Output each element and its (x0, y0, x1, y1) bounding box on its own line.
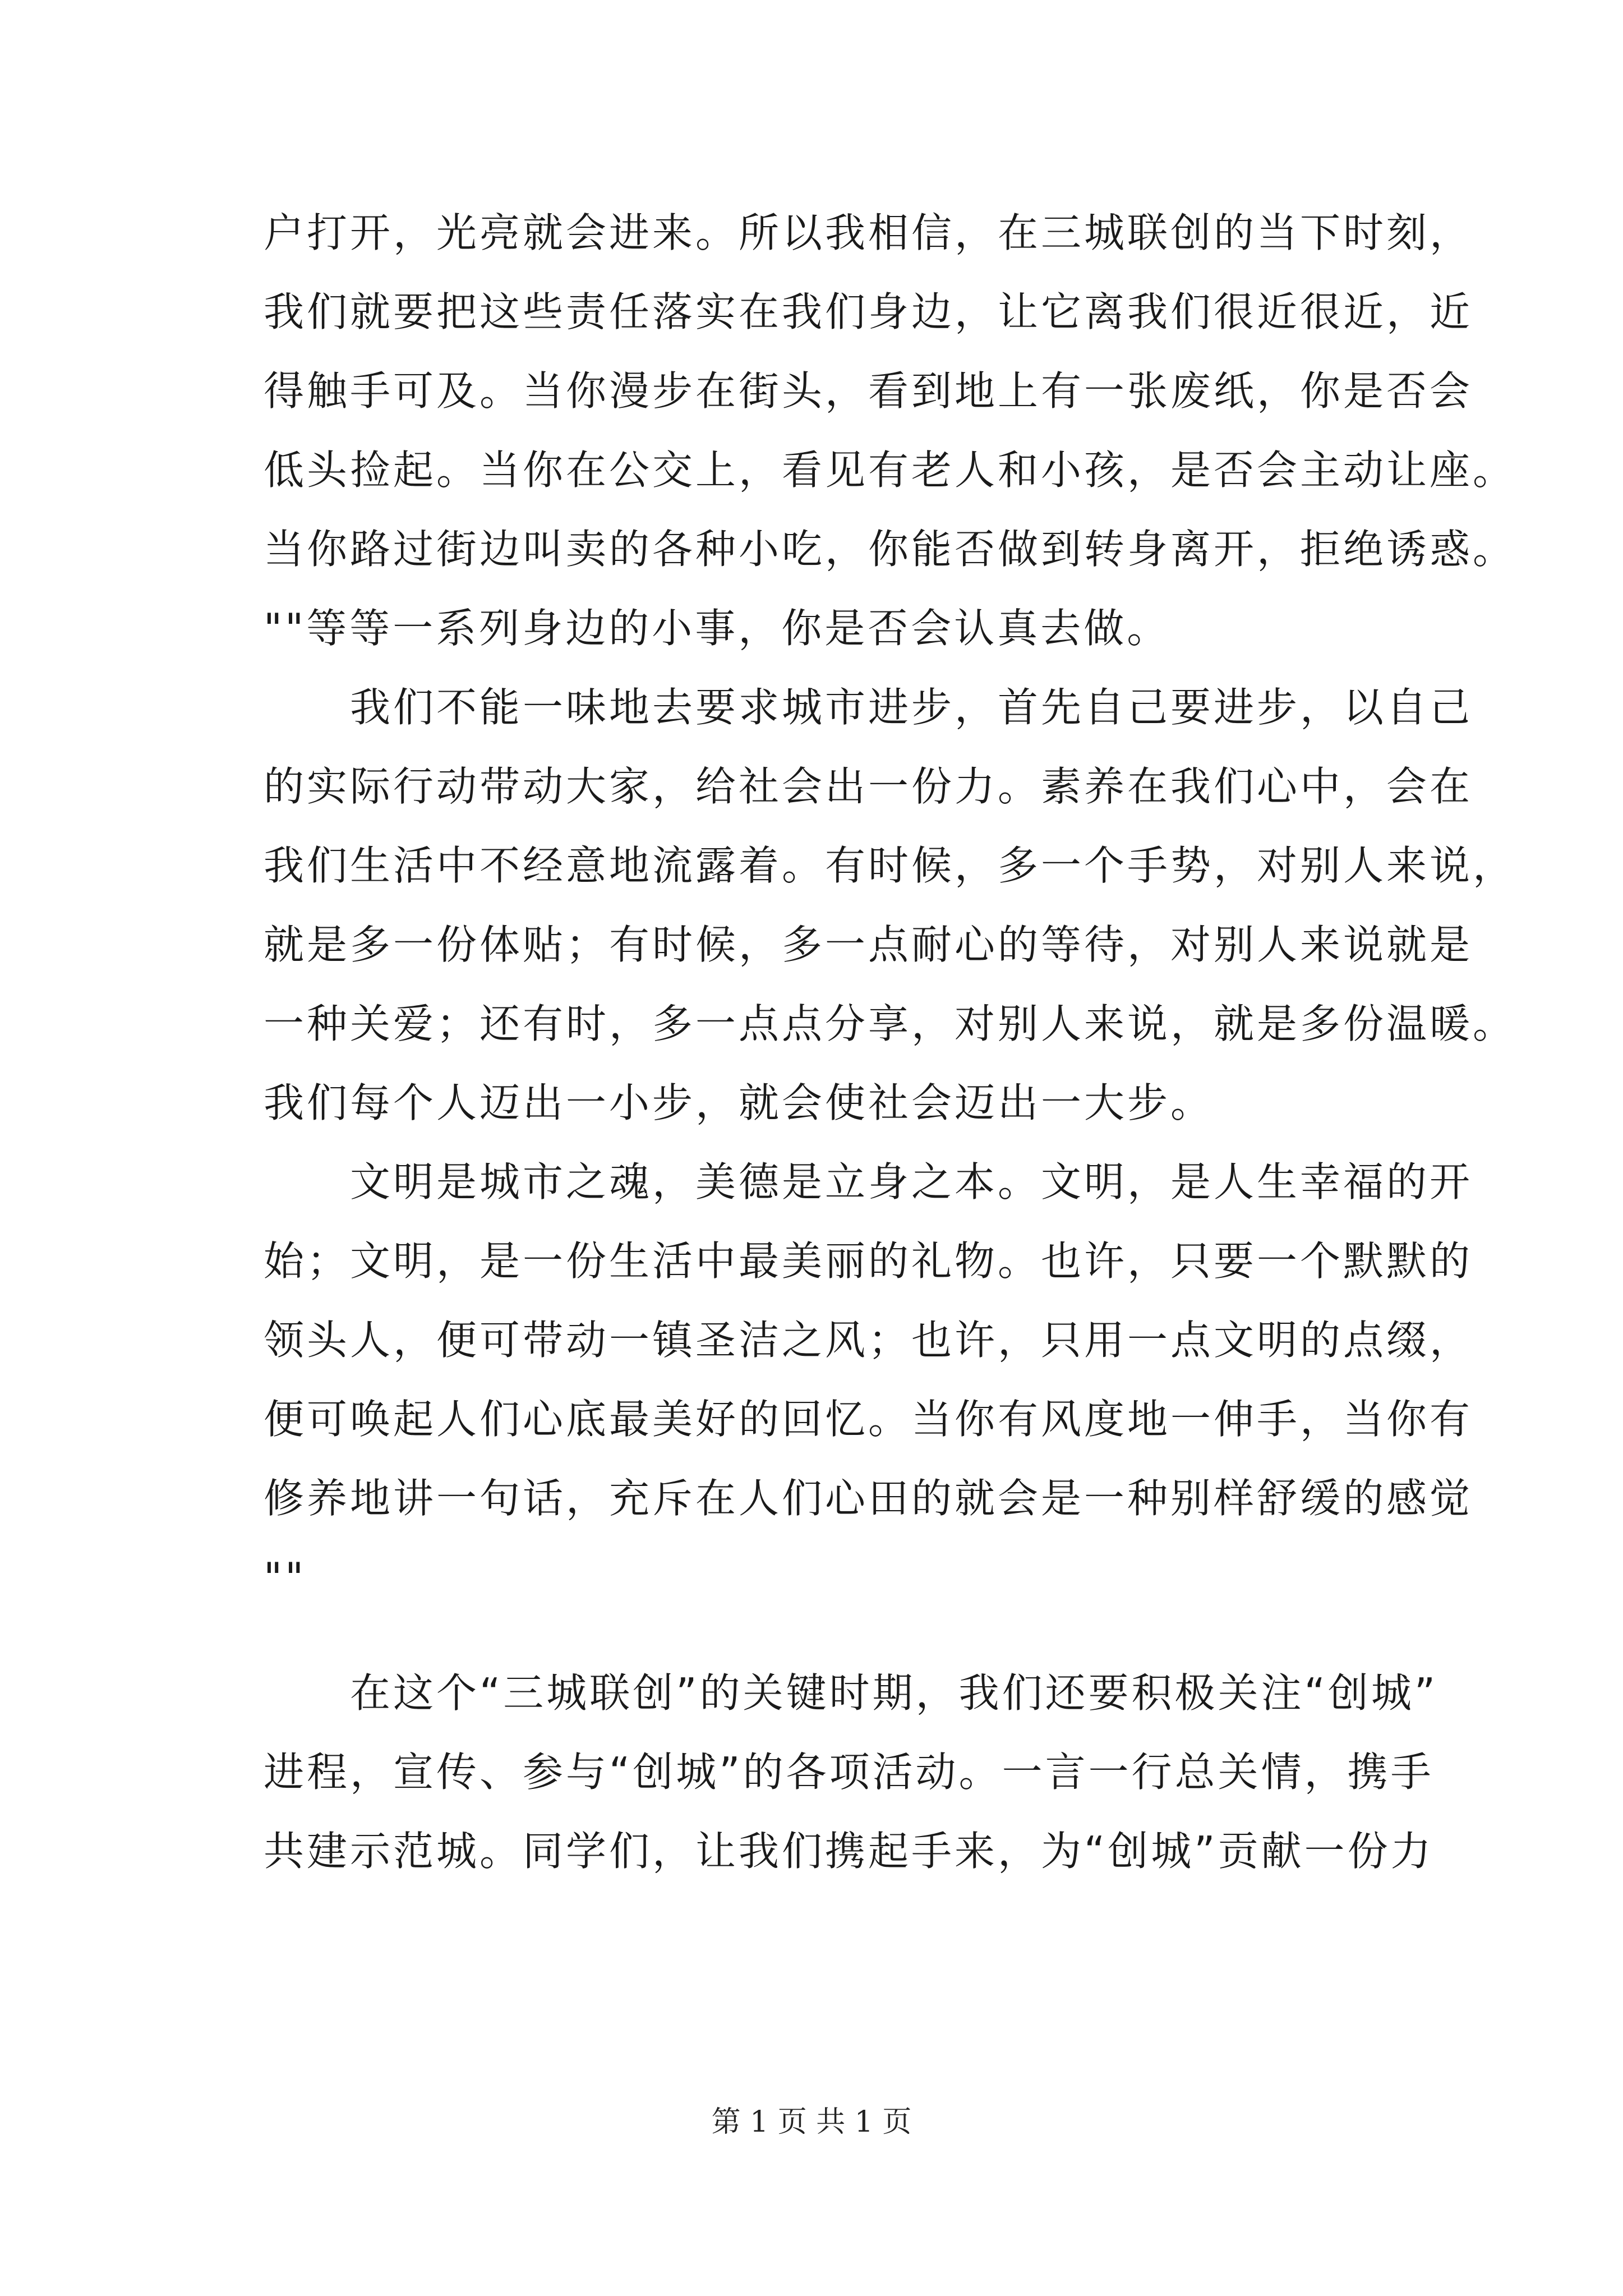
text-line: 我们每个人迈出一小步，就会使社会迈出一大步。 (264, 1079, 1214, 1126)
text-line: 在这个“三城联创”的关键时期，我们还要积极关注“创城” (264, 1669, 1438, 1717)
text-line: 始；文明，是一份生活中最美丽的礼物。也许，只要一个默默的 (264, 1237, 1473, 1285)
text-line: 户打开，光亮就会进来。所以我相信，在三城联创的当下时刻， (264, 209, 1473, 256)
text-line: 一种关爱；还有时，多一点点分享，对别人来说，就是多份温暖。 (264, 1000, 1516, 1047)
text-line: 低头捡起。当你在公交上，看见有老人和小孩，是否会主动让座。 (264, 447, 1516, 494)
text-line: ""等等一系列身边的小事，你是否会认真去做。 (264, 605, 1170, 652)
text-line: 的实际行动带动大家，给社会出一份力。素养在我们心中，会在 (264, 763, 1473, 810)
text-line: 便可唤起人们心底最美好的回忆。当你有风度地一伸手，当你有 (264, 1396, 1473, 1443)
document-body (264, 194, 1516, 1891)
text-line: 当你路过街边叫卖的各种小吃，你能否做到转身离开，拒绝诱惑。 (264, 526, 1516, 573)
text-line: "" (264, 1554, 307, 1601)
text-line: 领头人，便可带动一镇圣洁之风；也许，只用一点文明的点缀， (264, 1317, 1473, 1364)
text-line: 共建示范城。同学们，让我们携起手来，为“创城”贡献一份力 (264, 1828, 1434, 1875)
text-line: 得触手可及。当你漫步在街头，看到地上有一张废纸，你是否会 (264, 367, 1473, 415)
paragraph-gap (264, 1617, 1430, 1654)
text-line: 我们生活中不经意地流露着。有时候，多一个手势，对别人来说， (264, 842, 1516, 889)
text-line: 我们就要把这些责任落实在我们身边，让它离我们很近很近，近 (264, 288, 1473, 335)
page-footer: 第 1 页 共 1 页 (711, 2105, 912, 2139)
text-line: 我们不能一味地去要求城市进步，首先自己要进步，以自己 (264, 684, 1473, 731)
text-line: 进程，宣传、参与“创城”的各项活动。一言一行总关情，携手 (264, 1749, 1434, 1796)
text-line: 文明是城市之魂，美德是立身之本。文明，是人生幸福的开 (264, 1158, 1473, 1205)
text-line: 修养地讲一句话，充斥在人们心田的就会是一种别样舒缓的感觉 (264, 1475, 1473, 1522)
text-line: 就是多一份体贴；有时候，多一点耐心的等待，对别人来说就是 (264, 921, 1473, 968)
